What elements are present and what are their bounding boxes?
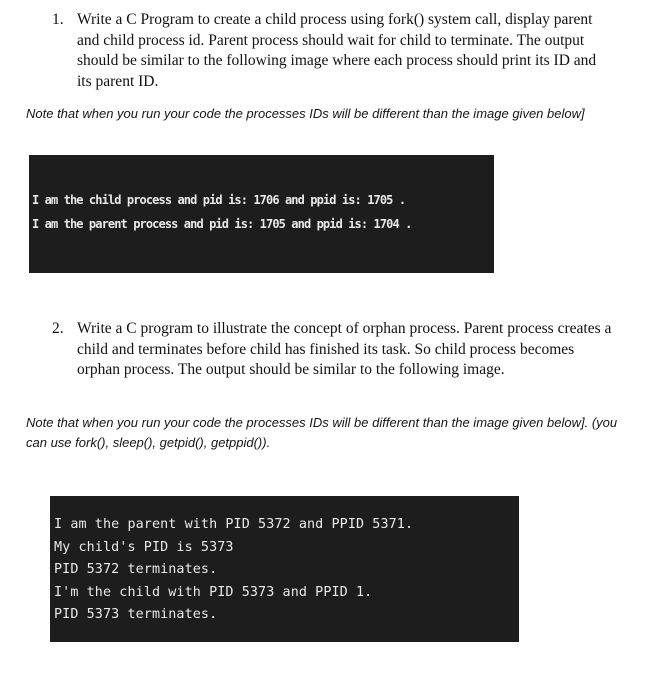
question-1-note: Note that when you run your code the processes IDs will be different than the image given below] bbox=[26, 106, 585, 121]
terminal-line: I am the parent with PID 5372 and PPID 5371. bbox=[54, 517, 414, 532]
question-1-number: 1. bbox=[52, 11, 64, 28]
question-1-terminal-output bbox=[29, 155, 494, 273]
question-2 bbox=[52, 319, 612, 381]
terminal-line: I am the parent process and pid is: 1705 and ppid is: 1704 . bbox=[32, 217, 412, 231]
question-2-note: Note that when you run your code the processes IDs will be different than the image given below]. (you can use fork(), sleep(), getpid(), getppid()). bbox=[26, 415, 618, 450]
question-2-number: 2. bbox=[52, 320, 64, 337]
terminal-line: I am the child process and pid is: 1706 and ppid is: 1705 . bbox=[32, 193, 406, 207]
question-2-text: Write a C program to illustrate the concept of orphan process. Parent process creates a child and terminates before child has finished its task. So child process becomes orphan process. The output should be similar to the following image. bbox=[77, 320, 612, 378]
terminal-line: I'm the child with PID 5373 and PPID 1. bbox=[54, 584, 373, 600]
terminal-line: My child's PID is 5373 bbox=[54, 539, 234, 555]
question-1 bbox=[52, 10, 612, 92]
question-2-terminal-output bbox=[50, 496, 519, 642]
question-1-text: Write a C Program to create a child process using fork() system call, display parent and child process id. Parent process should wait for child to terminate. The output should be similar to the following image where each process should print its ID and its parent ID. bbox=[77, 11, 597, 90]
terminal-line: PID 5372 terminates. bbox=[54, 562, 218, 577]
terminal-line: PID 5373 terminates. bbox=[54, 607, 218, 622]
